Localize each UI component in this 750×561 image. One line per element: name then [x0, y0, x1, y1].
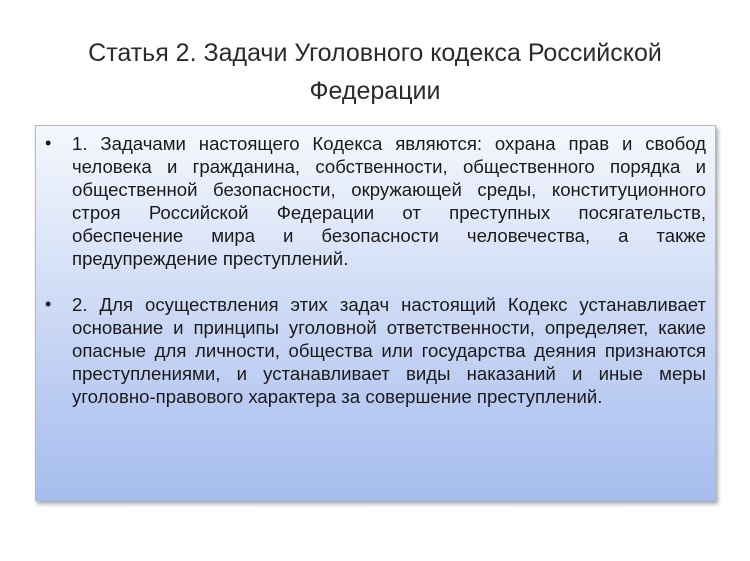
bullet-icon: •: [45, 294, 52, 314]
list-item-text: 1. Задачами настоящего Кодекса являются: охрана прав и свобод человека и гражданина, собственности, общественного порядка и общественной безопасности, окружающей среды, конституционного строя Российской Федерации от преступных посягательств, обеспечение мира и безопасности человечества, а также предупреждение преступлений.: [72, 133, 706, 269]
slide-title: Статья 2. Задачи Уголовного кодекса Российской Федерации: [88, 39, 662, 105]
list-item-text: 2. Для осуществления этих задач настоящий Кодекс устанавливает основание и принципы уголовной ответственности, определяет, какие опасные для личности, общества или государства деяния признаются преступлениями, и устанавливает виды наказаний и иные меры уголовно-правового характера за совершение преступлений.: [72, 294, 706, 407]
list-item: [45, 132, 706, 270]
bullet-icon: •: [45, 133, 52, 153]
list-item: [45, 293, 706, 408]
content-box: [35, 125, 716, 501]
